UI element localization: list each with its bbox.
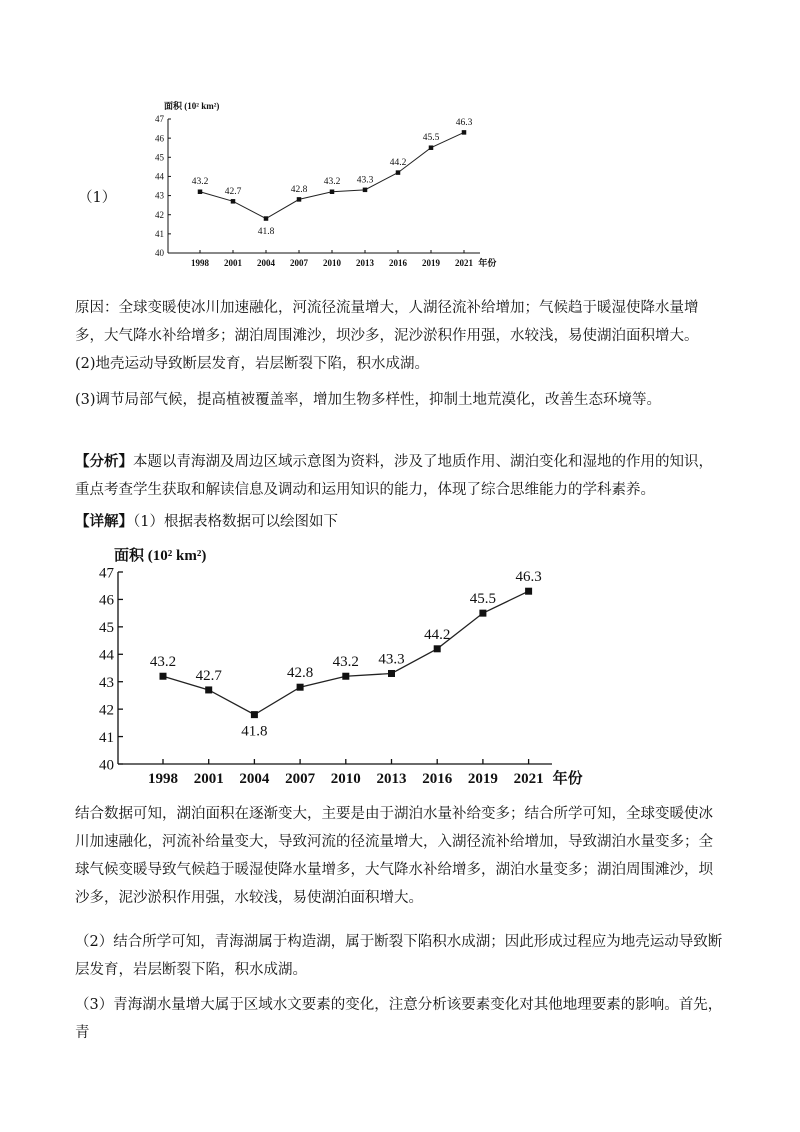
- data-point-2007: [297, 684, 304, 691]
- detail-p1: 结合数据可知，湖泊面积在逐渐变大，主要是由于湖泊水量补给变多；结合所学可知，全球变暖使冰川加速融化，河流补给量变大，导致河流的径流量增大，入湖径流补给增加，导致湖泊水量变多；全球气候变暖导致气候趋于暖湿使降水量增多，大气降水补给增多，湖泊水量变多；湖泊周围滩沙，坝沙多，泥沙淤积作用强，水较浅，易使湖泊面积增大。: [75, 806, 713, 906]
- data-point-2010: [330, 189, 335, 194]
- data-point-2001: [231, 199, 236, 204]
- y-tick-label-42: 42: [155, 209, 164, 220]
- detail-p3: （3）青海湖水量增大属于区域水文要素的变化，注意分析该要素变化对其他地理要素的影响。首先，青: [75, 997, 723, 1041]
- data-point-2004: [264, 216, 269, 221]
- data-label-2004: 41.8: [257, 227, 275, 238]
- x-tick-label-2007: 2007: [290, 258, 308, 268]
- detail-intro: （1）根据表格数据可以绘图如下: [133, 514, 338, 530]
- data-label-1998: 43.2: [149, 654, 177, 671]
- data-point-1998: [198, 189, 203, 194]
- analysis-paragraph: [75, 448, 727, 504]
- x-tick-label-2013: 2013: [376, 771, 407, 787]
- data-point-2016: [396, 170, 401, 175]
- data-point-2021: [525, 588, 532, 595]
- data-label-2007: 42.8: [290, 184, 308, 195]
- y-tick-label-41: 41: [99, 729, 114, 746]
- y-tick-label-40: 40: [99, 757, 114, 774]
- data-point-2021: [462, 130, 467, 135]
- answer-q3: (3)调节局部气候，提高植被覆盖率，增加生物多样性，抑制土地荒漠化，改善生态环境等。: [75, 392, 662, 408]
- x-tick-label-2004: 2004: [239, 771, 270, 787]
- data-label-2021: 46.3: [455, 117, 473, 128]
- data-label-1998: 43.2: [191, 177, 209, 188]
- data-label-2007: 42.8: [286, 665, 314, 682]
- data-point-1998: [160, 673, 167, 680]
- data-point-2013: [363, 188, 368, 193]
- detail-p2: （2）结合所学可知，青海湖属于构造湖，属于断裂下陷积水成湖；因此形成过程应为地壳运动导致断层发育，岩层断裂下陷，积水成湖。: [75, 934, 723, 978]
- y-tick-label-45: 45: [155, 152, 164, 163]
- data-point-2010: [342, 673, 349, 680]
- lake-area-chart-large: [82, 540, 642, 795]
- x-tick-label-2010: 2010: [323, 258, 341, 268]
- data-label-2001: 42.7: [195, 667, 222, 684]
- data-label-2004: 41.8: [241, 723, 268, 740]
- detail-intro-paragraph: [75, 508, 727, 536]
- data-label-2021: 46.3: [515, 569, 542, 586]
- y-axis-label: 面积 (10² km²): [164, 101, 220, 111]
- detail-tag: 【详解】: [75, 513, 133, 530]
- y-axis-label: 面积 (10² km²): [114, 548, 207, 564]
- x-axis-label: 年份: [552, 771, 583, 787]
- data-label-2010: 43.2: [323, 177, 341, 188]
- analysis-text: 本题以青海湖及周边区域示意图为资料，涉及了地质作用、湖泊变化和湿地的作用的知识，重点考查学生获取和解读信息及调动和运用知识的能力，体现了综合思维能力的学科素养。: [75, 454, 713, 498]
- data-label-2016: 44.2: [424, 626, 451, 643]
- data-point-2016: [434, 645, 441, 652]
- x-tick-label-1998: 1998: [148, 771, 178, 787]
- x-tick-label-2021: 2021: [513, 771, 544, 787]
- x-tick-label-2016: 2016: [422, 771, 453, 787]
- data-point-2019: [429, 145, 434, 150]
- data-point-2004: [251, 711, 258, 718]
- x-tick-label-1998: 1998: [191, 258, 209, 268]
- y-tick-label-42: 42: [99, 702, 114, 719]
- y-tick-label-44: 44: [99, 647, 114, 664]
- y-tick-label-43: 43: [155, 190, 164, 201]
- data-label-2010: 43.2: [332, 654, 359, 671]
- y-tick-label-46: 46: [155, 133, 164, 144]
- data-label-2016: 44.2: [389, 158, 407, 169]
- data-label-2019: 45.5: [422, 133, 440, 144]
- y-tick-label-47: 47: [99, 565, 114, 582]
- y-tick-label-41: 41: [155, 229, 164, 240]
- x-tick-label-2021: 2021: [455, 258, 473, 268]
- answer-q2: (2)地壳运动导致断层发育，岩层断裂下陷，积水成湖。: [75, 356, 430, 372]
- series-line: [163, 591, 529, 714]
- x-tick-label-2016: 2016: [389, 258, 407, 268]
- y-tick-label-46: 46: [99, 592, 114, 609]
- x-tick-label-2013: 2013: [356, 258, 374, 268]
- x-tick-label-2004: 2004: [257, 258, 275, 268]
- x-tick-label-2007: 2007: [285, 771, 316, 787]
- y-tick-label-40: 40: [155, 248, 164, 259]
- part-1-label: （1）: [78, 190, 117, 206]
- data-label-2019: 45.5: [469, 591, 497, 608]
- lake-area-chart-small: [140, 96, 510, 274]
- data-point-2007: [297, 197, 302, 202]
- x-tick-label-2010: 2010: [330, 771, 361, 787]
- x-tick-label-2001: 2001: [224, 258, 242, 268]
- data-point-2013: [388, 670, 395, 677]
- x-tick-label-2001: 2001: [193, 771, 224, 787]
- analysis-tag: 【分析】: [75, 453, 133, 470]
- x-tick-label-2019: 2019: [467, 771, 498, 787]
- answer-reason: 原因：全球变暖使冰川加速融化，河流径流量增大，人湖径流补给增加；气候趋于暖湿使降水量增多，大气降水补给增多；湖泊周围滩沙，坝沙多，泥沙淤积作用强，水较浅，易使湖泊面积增大。: [75, 300, 699, 344]
- x-tick-label-2019: 2019: [422, 258, 440, 268]
- data-label-2013: 43.3: [378, 651, 405, 668]
- y-tick-label-45: 45: [99, 620, 114, 637]
- y-tick-label-44: 44: [155, 171, 164, 182]
- y-tick-label-47: 47: [155, 114, 164, 125]
- data-point-2019: [479, 610, 486, 617]
- y-tick-label-43: 43: [99, 674, 114, 691]
- series-line: [200, 132, 464, 218]
- data-label-2013: 43.3: [356, 175, 374, 186]
- data-point-2001: [205, 686, 212, 693]
- data-label-2001: 42.7: [224, 186, 242, 197]
- x-axis-label: 年份: [478, 258, 497, 268]
